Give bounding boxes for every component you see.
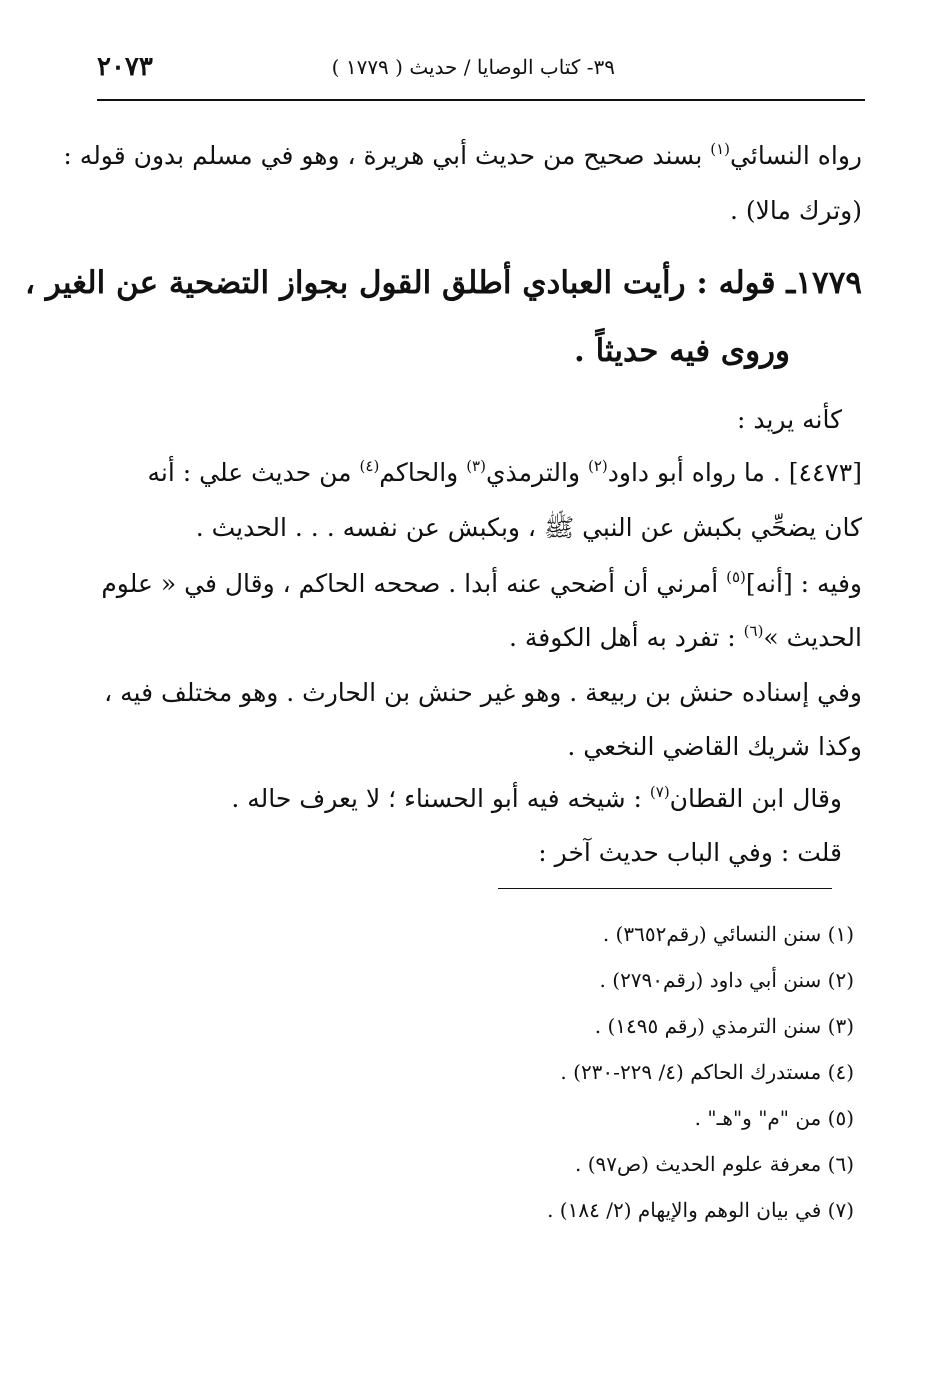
paragraph-line: قلت : وفي الباب حديث آخر : [538, 838, 842, 867]
footnote-separator [498, 888, 832, 889]
text-span: من حديث علي : أنه [147, 458, 360, 487]
hadith-heading: ١٧٧٩ـ قوله : رأيت العبادي أطلق القول بجواز التضحية عن الغير ، [24, 265, 862, 301]
footnote: (٣) سنن الترمذي (رقم ١٤٩٥) . [594, 1014, 854, 1038]
footnote-marker: (٧) [649, 783, 670, 801]
footnote: (٤) مستدرك الحاكم (٤/ ٢٢٩-٢٣٠) . [560, 1060, 854, 1084]
paragraph-line: وكذا شريك القاضي النخعي . [567, 732, 862, 761]
page-number: ٢٠٧٣ [97, 52, 153, 82]
paragraph-line [509, 622, 862, 652]
paragraph-line [63, 140, 862, 170]
header-rule [97, 99, 865, 101]
running-header: ٣٩- كتاب الوصايا / حديث ( ١٧٧٩ ) [331, 55, 615, 79]
footnote: (٦) معرفة علوم الحديث (ص٩٧) . [574, 1152, 854, 1176]
text-span: أمرني أن أضحي عنه أبدا . صححه الحاكم ، وقال في « علوم [101, 569, 727, 598]
text-span: وقال ابن القطان [669, 784, 842, 813]
footnote-marker: (٢) [587, 457, 608, 475]
text-span: والحاكم [379, 458, 467, 487]
footnote: (٧) في بيان الوهم والإيهام (٢/ ١٨٤) . [547, 1198, 854, 1222]
text-span: والترمذي [485, 458, 588, 487]
footnote-marker: (٥) [726, 568, 746, 586]
paragraph-line [231, 783, 842, 813]
text-span: رواه النسائي [730, 141, 862, 170]
footnote-marker: (٤) [359, 457, 380, 475]
paragraph-line [101, 568, 862, 598]
text-span: بسند صحيح من حديث أبي هريرة ، وهو في مسلم بدون قوله : [63, 141, 711, 170]
paragraph-line [148, 457, 862, 487]
text-span: : شيخه فيه أبو الحسناء ؛ لا يعرف حاله . [231, 784, 650, 813]
footnote: (١) سنن النسائي (رقم٣٦٥٢) . [602, 922, 854, 946]
footnote: (٢) سنن أبي داود (رقم٢٧٩٠) . [599, 968, 854, 992]
text-span: [٤٤٧٣] . ما رواه أبو داود [607, 458, 862, 487]
paragraph-line: وفي إسناده حنش بن ربيعة . وهو غير حنش بن الحارث . وهو مختلف فيه ، [104, 678, 862, 707]
text-span: وفيه : [أنه] [745, 569, 862, 598]
paragraph-line: كان يضحِّي بكبش عن النبي ﷺ ، وبكبش عن نفسه . . . الحديث . [195, 513, 862, 542]
text-span: : تفرد به أهل الكوفة . [508, 623, 744, 652]
paragraph-line: كأنه يريد : [736, 405, 842, 434]
hadith-heading-continued: وروى فيه حديثاً . [573, 333, 790, 369]
paragraph-line: (وترك مالا) . [729, 196, 862, 225]
footnote-marker: (٣) [466, 457, 486, 475]
footnote-marker: (٦) [743, 622, 764, 640]
text-span: الحديث » [763, 623, 862, 652]
footnote: (٥) من "م" و"هـ" . [694, 1106, 854, 1130]
footnote-marker: (١) [710, 140, 731, 158]
